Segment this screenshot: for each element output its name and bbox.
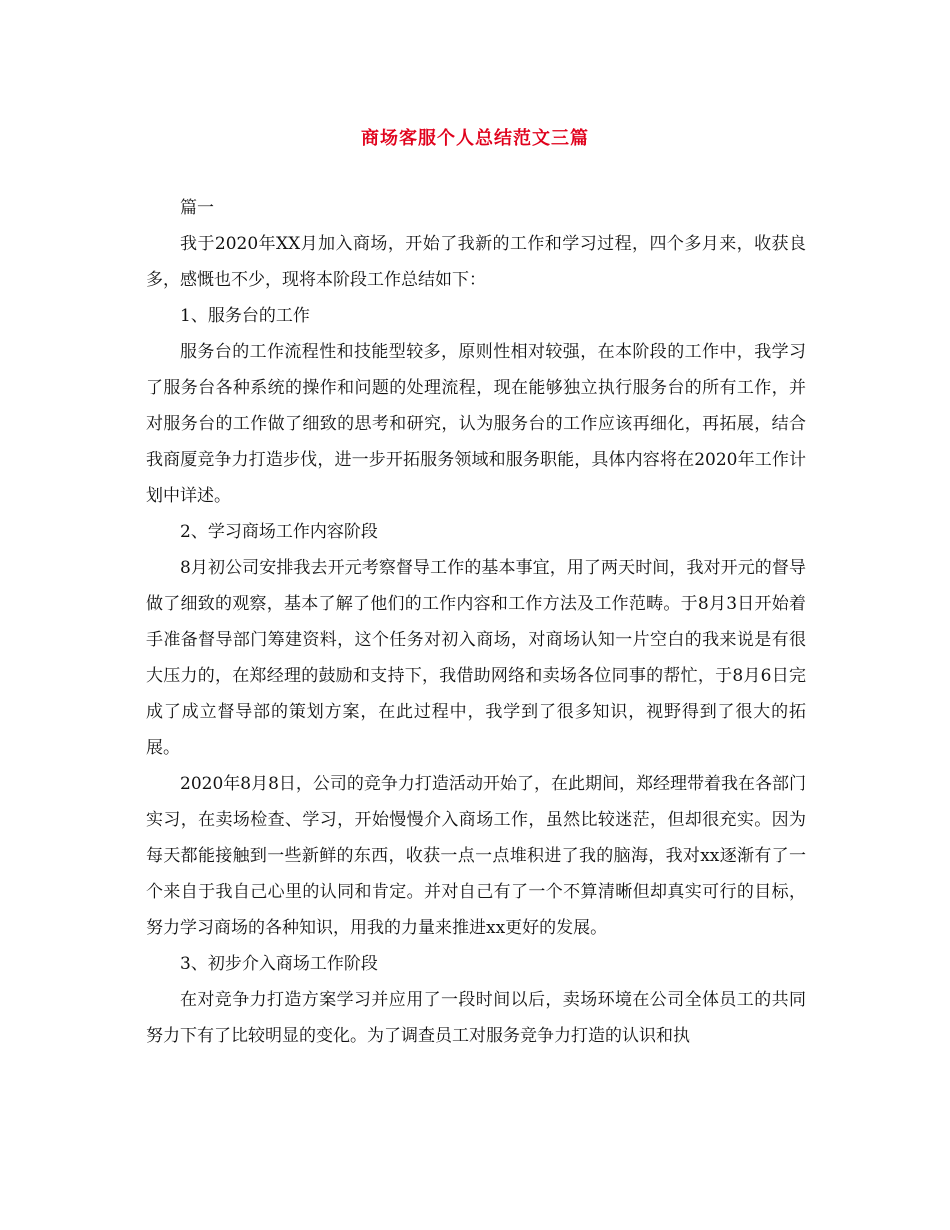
section-heading: 3、初步介入商场工作阶段	[180, 954, 378, 974]
document-body	[146, 190, 806, 1054]
paragraph: 服务台的工作流程性和技能型较多，原则性相对较强，在本阶段的工作中，我学习了服务台各种系统的操作和问题的处理流程，现在能够独立执行服务台的所有工作，并对服务台的工作做了细致的思考和研究，认为服务台的工作应该再细化，再拓展，结合我商厦竞争力打造步伐，进一步开拓服务领域和服务职能，具体内容将在2020年工作计划中详述。	[146, 342, 806, 506]
paragraph: 8月初公司安排我去开元考察督导工作的基本事宜，用了两天时间，我对开元的督导做了细致的观察，基本了解了他们的工作内容和工作方法及工作范畴。于8月3日开始着手准备督导部门筹建资料，这个任务对初入商场，对商场认知一片空白的我来说是有很大压力的，在郑经理的鼓励和支持下，我借助网络和卖场各位同事的帮忙，于8月6日完成了成立督导部的策划方案，在此过程中，我学到了很多知识，视野得到了很大的拓展。	[146, 558, 806, 758]
section-heading: 篇一	[180, 198, 214, 218]
paragraph: 在对竞争力打造方案学习并应用了一段时间以后，卖场环境在公司全体员工的共同努力下有了比较明显的变化。为了调查员工对服务竞争力打造的认识和执	[146, 990, 806, 1046]
section-heading: 1、服务台的工作	[180, 306, 310, 326]
section-heading: 2、学习商场工作内容阶段	[180, 522, 378, 542]
paragraph: 我于2020年XX月加入商场，开始了我新的工作和学习过程，四个多月来，收获良多，感慨也不少，现将本阶段工作总结如下：	[146, 234, 806, 290]
paragraph: 2020年8月8日，公司的竞争力打造活动开始了，在此期间，郑经理带着我在各部门实习，在卖场检查、学习，开始慢慢介入商场工作，虽然比较迷茫，但却很充实。因为每天都能接触到一些新鲜的东西，收获一点一点堆积进了我的脑海，我对xx逐渐有了一个来自于我自己心里的认同和肯定。并对自己有了一个不算清晰但却真实可行的目标，努力学习商场的各种知识，用我的力量来推进xx更好的发展。	[146, 774, 806, 938]
document-title: 商场客服个人总结范文三篇	[361, 128, 589, 149]
